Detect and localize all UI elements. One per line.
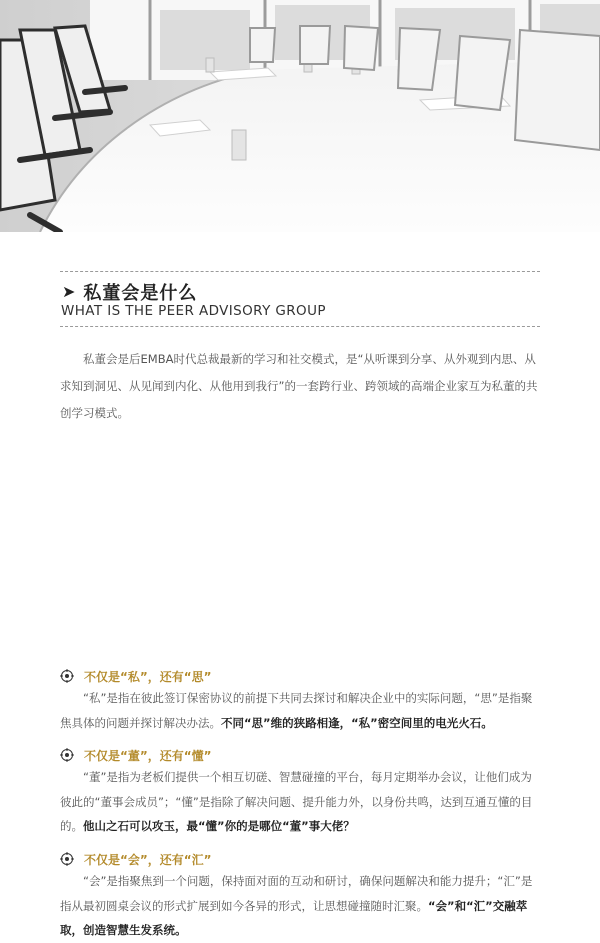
section-title-text: 不仅是“私”，还有“思” bbox=[84, 669, 212, 684]
crosshair-icon bbox=[60, 852, 74, 866]
section-si bbox=[60, 666, 540, 735]
conference-room-photo bbox=[0, 0, 600, 232]
crosshair-icon bbox=[60, 669, 74, 683]
crosshair-icon bbox=[60, 748, 74, 762]
section-title bbox=[60, 745, 540, 765]
section-title-text: 不仅是“会”，还有“汇” bbox=[84, 852, 212, 867]
section-body: “董”是指为老板们提供一个相互切磋、智慧碰撞的平台，每月定期举办会议，让他们成为彼此的“董事会成员”；“懂”是指除了解决问题、提升能力外，以身份共鸣，达到互通互懂的目的。他山之石可以攻玉，最“懂”你的是哪位“董”事大佬？ bbox=[60, 770, 533, 833]
arrow-right-icon: ➤ bbox=[62, 282, 76, 301]
divider-bottom bbox=[60, 326, 540, 327]
section-emphasis: “会”和“汇”交融萃取，创造智慧生发系统。 bbox=[60, 898, 528, 937]
divider-top bbox=[60, 271, 540, 272]
section-title bbox=[60, 849, 540, 869]
section-body: “会”是指聚焦到一个问题，保持面对面的互动和研讨，确保问题解决和能力提升；“汇”是指从最初圆桌会议的形式扩展到如今各异的形式，让思想碰撞随时汇聚。“会”和“汇”交融萃取，创造智慧生发系统。 bbox=[60, 874, 533, 937]
section-heading bbox=[62, 279, 197, 305]
intro-paragraph: 私董会是后EMBA时代总裁最新的学习和社交模式，是“从听课到分享、从外观到内思、从求知到洞见、从见闻到内化、从他用到我行”的一套跨行业、跨领域的高端企业家互为私董的共创学习模式。 bbox=[60, 352, 538, 420]
section-emphasis: 他山之石可以攻玉，最“懂”你的是哪位“董”事大佬？ bbox=[83, 819, 355, 833]
section-title-text: 不仅是“董”，还有“懂” bbox=[84, 748, 212, 763]
section-body: “私”是指在彼此签订保密协议的前提下共同去探讨和解决企业中的实际问题，“思”是指聚焦具体的问题并探讨解决办法。不同“思”维的狭路相逢，“私”密空间里的电光火石。 bbox=[60, 691, 533, 730]
section-dong bbox=[60, 745, 540, 839]
hero-image bbox=[0, 0, 600, 232]
section-hui bbox=[60, 849, 540, 943]
page-subtitle: WHAT IS THE PEER ADVISORY GROUP bbox=[61, 303, 326, 319]
page-title: 私董会是什么 bbox=[83, 283, 198, 304]
section-emphasis: 不同“思”维的狭路相逢，“私”密空间里的电光火石。 bbox=[221, 715, 493, 730]
section-title bbox=[60, 666, 540, 686]
